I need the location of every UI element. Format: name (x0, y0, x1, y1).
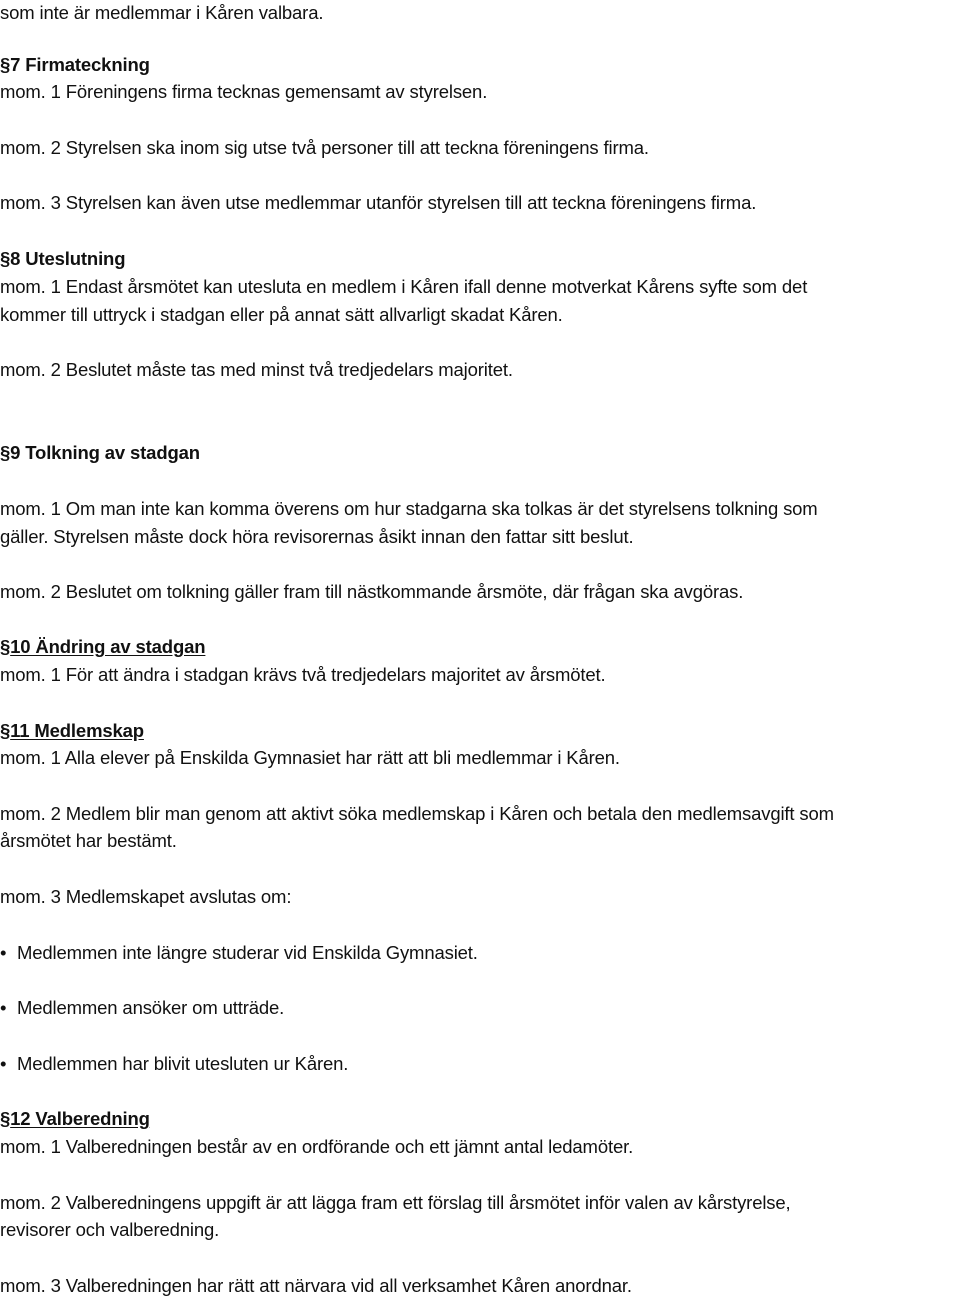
section-heading-8 (0, 248, 125, 270)
paragraph: mom. 2 Valberedningens uppgift är att lägga fram ett förslag till årsmötet inför valen av kårstyrelse, (0, 1192, 791, 1213)
bullet-icon: • (0, 1053, 7, 1074)
list-item-text: Medlemmen ansöker om utträde. (17, 997, 285, 1018)
paragraph: revisorer och valberedning. (0, 1219, 220, 1240)
paragraph: kommer till uttryck i stadgan eller på annat sätt allvarligt skadat Kåren. (0, 304, 563, 325)
section-heading-9 (0, 442, 200, 464)
section-title: 8 Uteslutning (10, 248, 126, 269)
paragraph: mom. 1 Endast årsmötet kan utesluta en medlem i Kåren ifall denne motverkat Kårens syfte som det (0, 276, 808, 297)
paragraph: mom. 3 Styrelsen kan även utse medlemmar utanför styrelsen till att teckna föreningens firma. (0, 192, 757, 213)
section-title: 10 Ändring av stadgan (10, 636, 206, 657)
section-title: 12 Valberedning (10, 1108, 150, 1129)
section-heading-10 (0, 636, 205, 658)
section-title: 9 Tolkning av stadgan (10, 442, 200, 463)
section-sign: § (0, 636, 11, 657)
paragraph: mom. 3 Medlemskapet avslutas om: (0, 886, 292, 907)
section-heading-12 (0, 1108, 150, 1130)
section-heading-7 (0, 54, 150, 76)
paragraph: mom. 2 Beslutet måste tas med minst två tredjedelars majoritet. (0, 359, 513, 380)
list-item-text: Medlemmen har blivit utesluten ur Kåren. (17, 1053, 349, 1074)
bullet-icon: • (0, 997, 7, 1018)
paragraph: mom. 1 Valberedningen består av en ordförande och ett jämnt antal ledamöter. (0, 1136, 634, 1157)
paragraph: mom. 2 Styrelsen ska inom sig utse två personer till att teckna föreningens firma. (0, 137, 649, 158)
paragraph: mom. 2 Beslutet om tolkning gäller fram till nästkommande årsmöte, där frågan ska avgöras. (0, 581, 744, 602)
section-title: 7 Firmateckning (10, 54, 150, 75)
section-heading-11 (0, 720, 144, 742)
list-item-text: Medlemmen inte längre studerar vid Enskilda Gymnasiet. (17, 942, 478, 963)
section-sign: § (0, 442, 11, 463)
paragraph: mom. 1 För att ändra i stadgan krävs två tredjedelars majoritet av årsmötet. (0, 664, 606, 685)
paragraph: mom. 1 Om man inte kan komma överens om hur stadgarna ska tolkas är det styrelsens tolkning som (0, 498, 818, 519)
paragraph: mom. 3 Valberedningen har rätt att närvara vid all verksamhet Kåren anordnar. (0, 1275, 632, 1296)
paragraph: årsmötet har bestämt. (0, 830, 177, 851)
bullet-icon: • (0, 942, 7, 963)
paragraph: mom. 1 Föreningens firma tecknas gemensamt av styrelsen. (0, 81, 488, 102)
section-sign: § (0, 248, 11, 269)
paragraph: mom. 1 Alla elever på Enskilda Gymnasiet har rätt att bli medlemmar i Kåren. (0, 747, 620, 768)
section-sign: § (0, 54, 11, 75)
section-title: 11 Medlemskap (10, 720, 144, 741)
paragraph: mom. 2 Medlem blir man genom att aktivt söka medlemskap i Kåren och betala den medlemsavgift som (0, 803, 834, 824)
paragraph: gäller. Styrelsen måste dock höra revisorernas åsikt innan den fattar sitt beslut. (0, 526, 634, 547)
section-sign: § (0, 1108, 11, 1129)
section-sign: § (0, 720, 11, 741)
paragraph: som inte är medlemmar i Kåren valbara. (0, 2, 324, 23)
